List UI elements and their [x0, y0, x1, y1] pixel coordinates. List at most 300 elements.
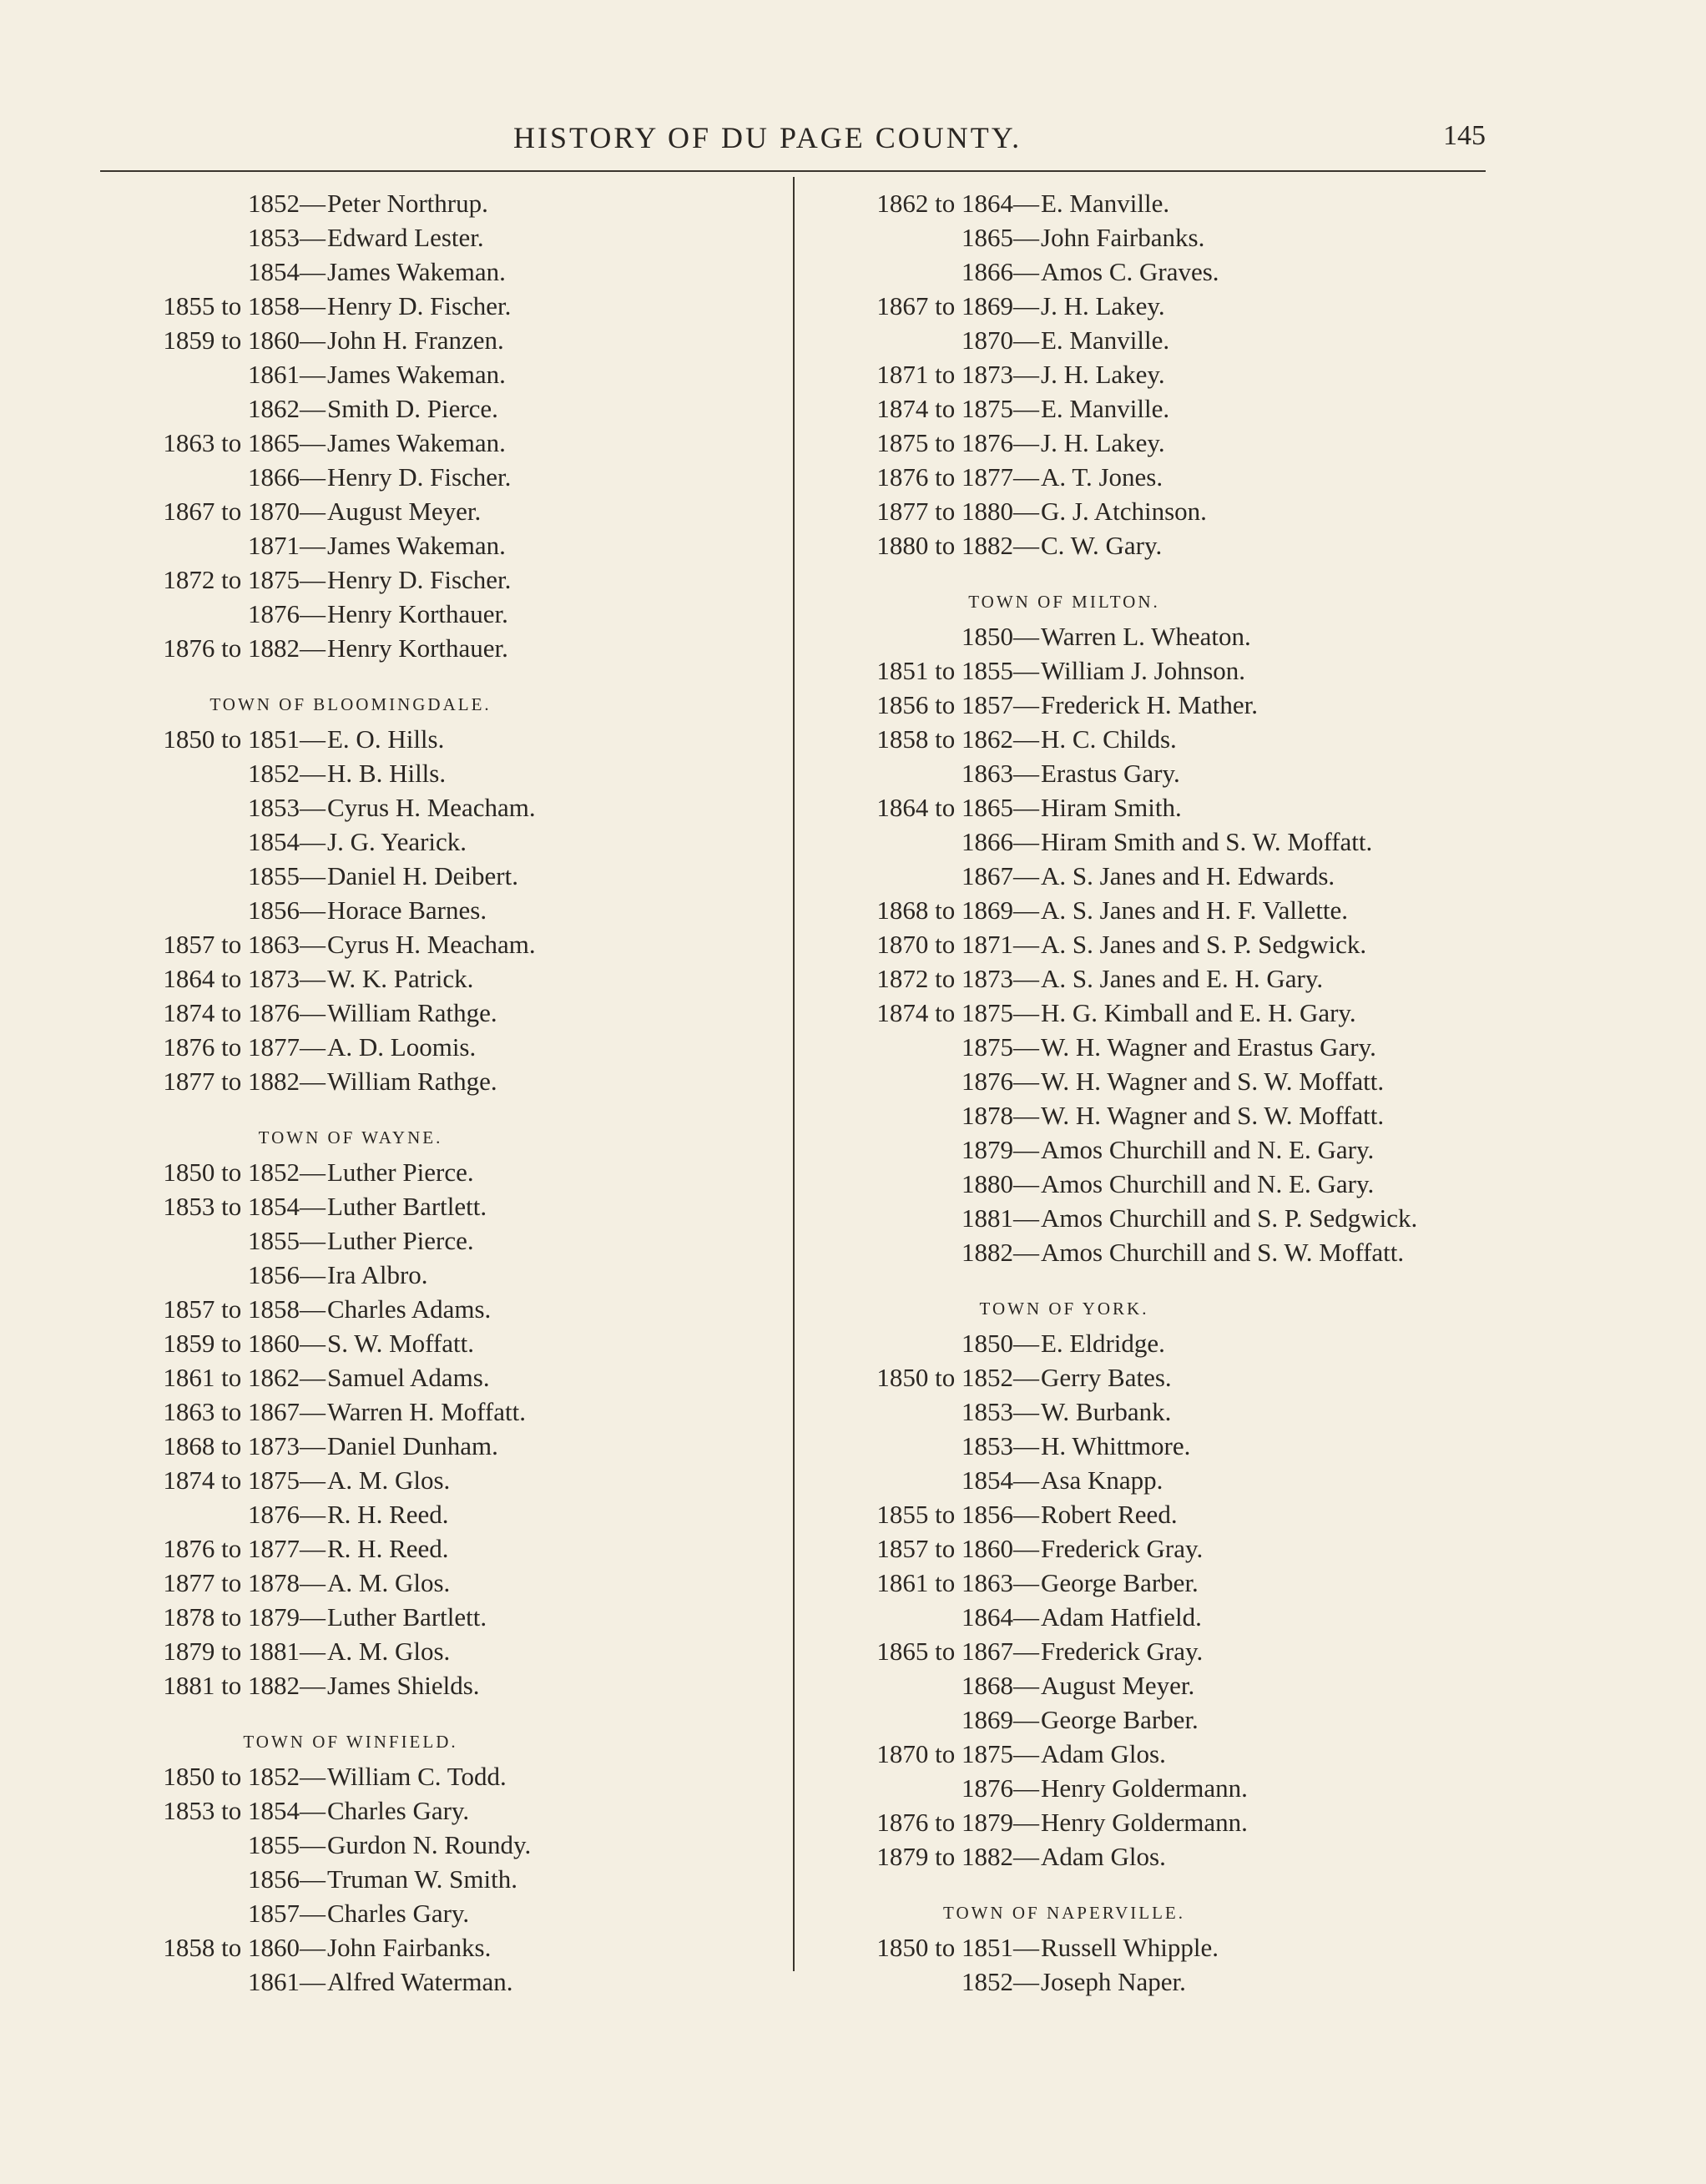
entry-years: 1850 to 1852—: [876, 1363, 1039, 1392]
entry-name: W. H. Wagner and Erastus Gary.: [1041, 1032, 1376, 1062]
entry-years: 1871 to 1873—: [876, 360, 1039, 389]
entry-name: Robert Reed.: [1041, 1500, 1178, 1529]
entry-name: James Shields.: [327, 1671, 480, 1700]
officer-entry: [814, 1097, 1498, 1132]
officer-entry: [814, 219, 1498, 254]
officer-entry: [814, 1063, 1498, 1097]
officer-entry: [814, 755, 1498, 789]
entry-years: 1862 to 1864—: [876, 189, 1039, 218]
entry-name: Russell Whipple.: [1041, 1933, 1219, 1962]
entry-years: 1855—: [248, 1830, 326, 1859]
entry-years: 1870 to 1871—: [876, 930, 1039, 959]
officer-entry: [100, 995, 785, 1029]
entry-name: George Barber.: [1041, 1705, 1199, 1734]
entry-name: Warren H. Moffatt.: [327, 1397, 526, 1426]
entry-name: Hiram Smith.: [1041, 793, 1182, 822]
entry-years: 1858 to 1860—: [163, 1933, 326, 1962]
entry-years: 1854—: [248, 257, 326, 286]
entry-years: 1870—: [962, 325, 1039, 355]
entry-name: Cyrus H. Meacham.: [327, 793, 536, 822]
entry-years: 1850 to 1852—: [163, 1762, 326, 1791]
entry-years: 1876 to 1882—: [163, 633, 326, 663]
officer-entry: [814, 653, 1498, 687]
entry-name: W. K. Patrick.: [327, 964, 474, 993]
entry-name: Hiram Smith and S. W. Moffatt.: [1041, 827, 1373, 856]
entry-years: 1850 to 1852—: [163, 1158, 326, 1187]
entry-years: 1877 to 1880—: [876, 497, 1039, 526]
entry-name: Smith D. Pierce.: [327, 394, 498, 423]
entry-years: 1876 to 1877—: [163, 1032, 326, 1062]
entry-name: A. S. Janes and E. H. Gary.: [1041, 964, 1324, 993]
entry-name: H. C. Childs.: [1041, 724, 1177, 754]
entry-name: Henry D. Fischer.: [327, 565, 512, 594]
entry-years: 1863 to 1865—: [163, 428, 326, 457]
officer-entry: [814, 254, 1498, 288]
officer-entry: [100, 1063, 785, 1097]
entry-years: 1869—: [962, 1705, 1039, 1734]
officer-entry: [814, 1132, 1498, 1166]
officer-entry: [100, 789, 785, 824]
officer-entry: [814, 1029, 1498, 1063]
entry-years: 1850—: [962, 622, 1039, 651]
entry-years: 1864 to 1865—: [876, 793, 1039, 822]
officer-entry: [814, 425, 1498, 459]
entry-years: 1874 to 1876—: [163, 998, 326, 1027]
entry-name: August Meyer.: [1041, 1671, 1195, 1700]
entry-years: 1853 to 1854—: [163, 1796, 326, 1825]
entry-name: W. H. Wagner and S. W. Moffatt.: [1041, 1067, 1385, 1096]
entry-name: Henry Goldermann.: [1041, 1773, 1248, 1803]
entry-name: Henry D. Fischer.: [327, 462, 512, 492]
entry-years: 1867—: [962, 861, 1039, 890]
officer-entry: [814, 824, 1498, 858]
officer-entry: [100, 1325, 785, 1359]
officer-entry: [100, 254, 785, 288]
officer-entry: [100, 824, 785, 858]
entry-name: R. H. Reed.: [327, 1500, 449, 1529]
officer-entry: [814, 322, 1498, 356]
entry-years: 1868—: [962, 1671, 1039, 1700]
officer-entry: [100, 1029, 785, 1063]
officer-entry: [100, 1793, 785, 1827]
entry-name: Joseph Naper.: [1041, 1967, 1186, 1996]
page-header: [100, 117, 1486, 170]
officer-entry: [100, 1359, 785, 1394]
entry-name: James Wakeman.: [327, 531, 506, 560]
entry-years: 1857 to 1858—: [163, 1294, 326, 1324]
officer-entry: [100, 1462, 785, 1496]
right-column: [814, 185, 1498, 1998]
entry-name: Gerry Bates.: [1041, 1363, 1172, 1392]
entry-name: Frederick Gray.: [1041, 1534, 1204, 1563]
officer-entry: [100, 288, 785, 322]
officer-entry: [814, 459, 1498, 493]
entry-name: W. Burbank.: [1041, 1397, 1172, 1426]
entry-name: A. S. Janes and H. Edwards.: [1041, 861, 1335, 890]
section-heading: TOWN OF NAPERVILLE.: [943, 1903, 1185, 1923]
entry-name: James Wakeman.: [327, 428, 506, 457]
officer-entry: [100, 425, 785, 459]
officer-entry: [814, 356, 1498, 391]
entry-name: John Fairbanks.: [1041, 223, 1205, 252]
officer-entry: [100, 1428, 785, 1462]
entry-name: Gurdon N. Roundy.: [327, 1830, 532, 1859]
entry-years: 1875—: [962, 1032, 1039, 1062]
entry-years: 1850 to 1851—: [876, 1933, 1039, 1962]
entry-years: 1870 to 1875—: [876, 1739, 1039, 1768]
officer-entry: [814, 892, 1498, 926]
entry-name: George Barber.: [1041, 1568, 1199, 1597]
officer-entry: [100, 926, 785, 961]
entry-years: 1876 to 1877—: [876, 462, 1039, 492]
officer-entry: [814, 1496, 1498, 1531]
officer-entry: [100, 1964, 785, 1998]
entry-years: 1856—: [248, 895, 326, 925]
officer-entry: [100, 858, 785, 892]
entry-years: 1856—: [248, 1260, 326, 1289]
entry-name: R. H. Reed.: [327, 1534, 449, 1563]
entry-years: 1853—: [962, 1397, 1039, 1426]
entry-years: 1857 to 1863—: [163, 930, 326, 959]
entry-years: 1866—: [248, 462, 326, 492]
entry-years: 1854—: [248, 827, 326, 856]
entry-years: 1863—: [962, 759, 1039, 788]
entry-name: A. M. Glos.: [327, 1568, 451, 1597]
entry-name: J. G. Yearick.: [327, 827, 467, 856]
officer-entry: [100, 1188, 785, 1223]
entry-years: 1861—: [248, 360, 326, 389]
officer-entry: [100, 755, 785, 789]
entry-name: Frederick Gray.: [1041, 1637, 1204, 1666]
entry-name: Ira Albro.: [327, 1260, 428, 1289]
entry-name: Truman W. Smith.: [327, 1864, 517, 1894]
officer-entry: [100, 391, 785, 425]
officer-entry: [814, 926, 1498, 961]
entry-name: Luther Pierce.: [327, 1158, 474, 1187]
entry-years: 1863 to 1867—: [163, 1397, 326, 1426]
entry-years: 1865 to 1867—: [876, 1637, 1039, 1666]
entry-years: 1853 to 1854—: [163, 1192, 326, 1221]
entry-name: E. O. Hills.: [327, 724, 445, 754]
entry-name: H. B. Hills.: [327, 759, 447, 788]
officer-entry: [814, 1325, 1498, 1359]
entry-years: 1878 to 1879—: [163, 1602, 326, 1632]
entry-years: 1855 to 1856—: [876, 1500, 1039, 1529]
officer-entry: [814, 1770, 1498, 1804]
column-divider: [793, 177, 795, 1971]
officer-entry: [814, 789, 1498, 824]
entry-name: Luther Pierce.: [327, 1226, 474, 1255]
officer-entry: [814, 1838, 1498, 1873]
entry-years: 1881—: [962, 1203, 1039, 1233]
officer-entry: [100, 219, 785, 254]
entry-years: 1876—: [248, 599, 326, 628]
entry-years: 1871—: [248, 531, 326, 560]
entry-years: 1856—: [248, 1864, 326, 1894]
entry-years: 1856 to 1857—: [876, 690, 1039, 719]
entry-name: John H. Franzen.: [327, 325, 504, 355]
officer-entry: [814, 1359, 1498, 1394]
entry-years: 1862—: [248, 394, 326, 423]
entry-name: H. G. Kimball and E. H. Gary.: [1041, 998, 1356, 1027]
officer-entry: [100, 1531, 785, 1565]
officer-entry: [100, 1633, 785, 1667]
officer-entry: [814, 1964, 1498, 1998]
entry-years: 1878—: [962, 1101, 1039, 1130]
entry-years: 1865—: [962, 223, 1039, 252]
entry-years: 1851 to 1855—: [876, 656, 1039, 685]
officer-entry: [814, 1531, 1498, 1565]
officer-entry: [814, 1667, 1498, 1702]
entry-years: 1866—: [962, 827, 1039, 856]
entry-years: 1872 to 1873—: [876, 964, 1039, 993]
entry-years: 1877 to 1882—: [163, 1067, 326, 1096]
officer-entry: [814, 687, 1498, 721]
entry-name: H. Whittmore.: [1041, 1431, 1191, 1460]
officer-entry: [814, 1633, 1498, 1667]
entry-name: Samuel Adams.: [327, 1363, 490, 1392]
entry-name: C. W. Gary.: [1041, 531, 1163, 560]
entry-years: 1879 to 1882—: [876, 1842, 1039, 1871]
entry-years: 1855—: [248, 861, 326, 890]
officer-entry: [100, 596, 785, 630]
entry-years: 1881 to 1882—: [163, 1671, 326, 1700]
section-heading: TOWN OF MILTON.: [968, 592, 1160, 612]
entry-name: Warren L. Wheaton.: [1041, 622, 1251, 651]
entry-name: S. W. Moffatt.: [327, 1329, 474, 1358]
officer-entry: [100, 459, 785, 493]
entry-name: E. Eldridge.: [1041, 1329, 1165, 1358]
entry-name: E. Manville.: [1041, 394, 1170, 423]
entry-years: 1866—: [962, 257, 1039, 286]
entry-years: 1853—: [962, 1431, 1039, 1460]
entry-name: W. H. Wagner and S. W. Moffatt.: [1041, 1101, 1385, 1130]
officer-entry: [814, 1394, 1498, 1428]
officer-entry: [100, 185, 785, 219]
officer-entry: [100, 721, 785, 755]
entry-name: A. M. Glos.: [327, 1637, 451, 1666]
officer-entry: [100, 562, 785, 596]
entry-years: 1880—: [962, 1169, 1039, 1198]
entry-years: 1874 to 1875—: [876, 394, 1039, 423]
entry-years: 1858 to 1862—: [876, 724, 1039, 754]
entry-name: A. S. Janes and S. P. Sedgwick.: [1041, 930, 1367, 959]
entry-years: 1876—: [962, 1773, 1039, 1803]
officer-entry: [814, 995, 1498, 1029]
officer-entry: [814, 1599, 1498, 1633]
entry-name: Amos Churchill and S. W. Moffatt.: [1041, 1238, 1405, 1267]
officer-entry: [100, 1827, 785, 1861]
entry-name: E. Manville.: [1041, 189, 1170, 218]
entry-name: Alfred Waterman.: [327, 1967, 513, 1996]
section-heading: TOWN OF WINFIELD.: [243, 1732, 458, 1752]
entry-name: Adam Glos.: [1041, 1842, 1166, 1871]
entry-name: Amos Churchill and N. E. Gary.: [1041, 1135, 1375, 1164]
entry-name: Daniel Dunham.: [327, 1431, 498, 1460]
officer-entry: [814, 527, 1498, 562]
officer-entry: [814, 391, 1498, 425]
entry-years: 1861 to 1862—: [163, 1363, 326, 1392]
officer-entry: [100, 1895, 785, 1929]
officer-entry: [814, 1166, 1498, 1200]
officer-entry: [100, 1154, 785, 1188]
entry-name: William Rathge.: [327, 998, 497, 1027]
entry-years: 1867 to 1869—: [876, 291, 1039, 320]
entry-name: Henry D. Fischer.: [327, 291, 512, 320]
entry-years: 1861 to 1863—: [876, 1568, 1039, 1597]
officer-entry: [814, 1736, 1498, 1770]
entry-name: Adam Hatfield.: [1041, 1602, 1202, 1632]
entry-years: 1882—: [962, 1238, 1039, 1267]
officer-entry: [814, 1428, 1498, 1462]
officer-entry: [100, 961, 785, 995]
section-heading: TOWN OF WAYNE.: [258, 1127, 443, 1147]
entry-years: 1864—: [962, 1602, 1039, 1632]
entry-years: 1867 to 1870—: [163, 497, 326, 526]
entry-years: 1852—: [248, 189, 326, 218]
entry-name: Luther Bartlett.: [327, 1192, 487, 1221]
entry-years: 1855—: [248, 1226, 326, 1255]
entry-years: 1876—: [248, 1500, 326, 1529]
entry-name: Charles Gary.: [327, 1796, 470, 1825]
entry-years: 1868 to 1873—: [163, 1431, 326, 1460]
officer-entry: [100, 1599, 785, 1633]
entry-name: G. J. Atchinson.: [1041, 497, 1207, 526]
entry-name: Adam Glos.: [1041, 1739, 1166, 1768]
officer-entry: [814, 1565, 1498, 1599]
entry-years: 1855 to 1858—: [163, 291, 326, 320]
entry-years: 1859 to 1860—: [163, 325, 326, 355]
entry-years: 1874 to 1875—: [163, 1465, 326, 1495]
officer-entry: [814, 858, 1498, 892]
officer-entry: [814, 185, 1498, 219]
entry-name: Edward Lester.: [327, 223, 484, 252]
officer-entry: [100, 1291, 785, 1325]
entry-name: Cyrus H. Meacham.: [327, 930, 536, 959]
entry-name: James Wakeman.: [327, 257, 506, 286]
officer-entry: [100, 1861, 785, 1895]
entry-name: William J. Johnson.: [1041, 656, 1246, 685]
officer-entry: [100, 1257, 785, 1291]
entry-years: 1879—: [962, 1135, 1039, 1164]
entry-years: 1876 to 1877—: [163, 1534, 326, 1563]
entry-name: James Wakeman.: [327, 360, 506, 389]
officer-entry: [814, 1804, 1498, 1838]
entry-name: Amos Churchill and N. E. Gary.: [1041, 1169, 1375, 1198]
page-number: 145: [1443, 120, 1486, 151]
entry-name: Charles Gary.: [327, 1899, 470, 1928]
officer-entry: [814, 1702, 1498, 1736]
entry-years: 1857 to 1860—: [876, 1534, 1039, 1563]
officer-entry: [100, 1394, 785, 1428]
entry-name: Daniel H. Deibert.: [327, 861, 518, 890]
header-rule: [100, 170, 1486, 172]
officer-entry: [814, 1200, 1498, 1234]
entry-name: August Meyer.: [327, 497, 482, 526]
entry-years: 1876—: [962, 1067, 1039, 1096]
entry-years: 1868 to 1869—: [876, 895, 1039, 925]
entry-name: Charles Adams.: [327, 1294, 492, 1324]
left-column: [100, 185, 785, 1998]
entry-years: 1874 to 1875—: [876, 998, 1039, 1027]
entry-years: 1877 to 1878—: [163, 1568, 326, 1597]
officer-entry: [814, 1234, 1498, 1269]
entry-years: 1852—: [962, 1967, 1039, 1996]
entry-years: 1852—: [248, 759, 326, 788]
running-title: HISTORY OF DU PAGE COUNTY.: [513, 121, 1022, 154]
entry-years: 1864 to 1873—: [163, 964, 326, 993]
entry-name: A. T. Jones.: [1041, 462, 1163, 492]
officer-entry: [100, 356, 785, 391]
entry-name: Peter Northrup.: [327, 189, 488, 218]
officer-entry: [100, 527, 785, 562]
officer-entry: [100, 892, 785, 926]
entry-name: Amos Churchill and S. P. Sedgwick.: [1041, 1203, 1418, 1233]
officer-entry: [100, 493, 785, 527]
entry-years: 1872 to 1875—: [163, 565, 326, 594]
officer-entry: [100, 1223, 785, 1257]
officer-entry: [100, 1667, 785, 1702]
entry-years: 1853—: [248, 223, 326, 252]
entry-name: A. S. Janes and H. F. Vallette.: [1041, 895, 1349, 925]
entry-name: Erastus Gary.: [1041, 759, 1180, 788]
entry-name: Henry Korthauer.: [327, 599, 508, 628]
entry-years: 1880 to 1882—: [876, 531, 1039, 560]
officer-entry: [814, 288, 1498, 322]
entry-name: J. H. Lakey.: [1041, 428, 1165, 457]
entry-name: J. H. Lakey.: [1041, 291, 1165, 320]
entry-years: 1879 to 1881—: [163, 1637, 326, 1666]
officer-entry: [100, 322, 785, 356]
entry-name: A. M. Glos.: [327, 1465, 451, 1495]
entry-name: Frederick H. Mather.: [1041, 690, 1258, 719]
entry-name: John Fairbanks.: [327, 1933, 492, 1962]
officer-entry: [814, 1929, 1498, 1964]
entry-name: Horace Barnes.: [327, 895, 487, 925]
entry-years: 1853—: [248, 793, 326, 822]
entry-name: Amos C. Graves.: [1041, 257, 1219, 286]
section-heading: TOWN OF YORK.: [979, 1299, 1149, 1319]
officer-entry: [100, 1758, 785, 1793]
entry-name: William C. Todd.: [327, 1762, 507, 1791]
entry-name: A. D. Loomis.: [327, 1032, 477, 1062]
entry-name: Luther Bartlett.: [327, 1602, 487, 1632]
entry-years: 1850—: [962, 1329, 1039, 1358]
entry-years: 1859 to 1860—: [163, 1329, 326, 1358]
entry-name: J. H. Lakey.: [1041, 360, 1165, 389]
entry-name: Asa Knapp.: [1041, 1465, 1163, 1495]
officer-entry: [100, 1565, 785, 1599]
entry-years: 1857—: [248, 1899, 326, 1928]
entry-years: 1876 to 1879—: [876, 1808, 1039, 1837]
officer-entry: [100, 630, 785, 664]
entry-name: E. Manville.: [1041, 325, 1170, 355]
entry-years: 1850 to 1851—: [163, 724, 326, 754]
entry-years: 1875 to 1876—: [876, 428, 1039, 457]
entry-years: 1861—: [248, 1967, 326, 1996]
officer-entry: [814, 493, 1498, 527]
officer-entry: [814, 618, 1498, 653]
section-heading: TOWN OF BLOOMINGDALE.: [209, 694, 492, 714]
officer-entry: [814, 1462, 1498, 1496]
officer-entry: [100, 1929, 785, 1964]
officer-entry: [100, 1496, 785, 1531]
entry-name: William Rathge.: [327, 1067, 497, 1096]
officer-entry: [814, 721, 1498, 755]
entry-name: Henry Goldermann.: [1041, 1808, 1248, 1837]
entry-name: Henry Korthauer.: [327, 633, 508, 663]
entry-years: 1854—: [962, 1465, 1039, 1495]
